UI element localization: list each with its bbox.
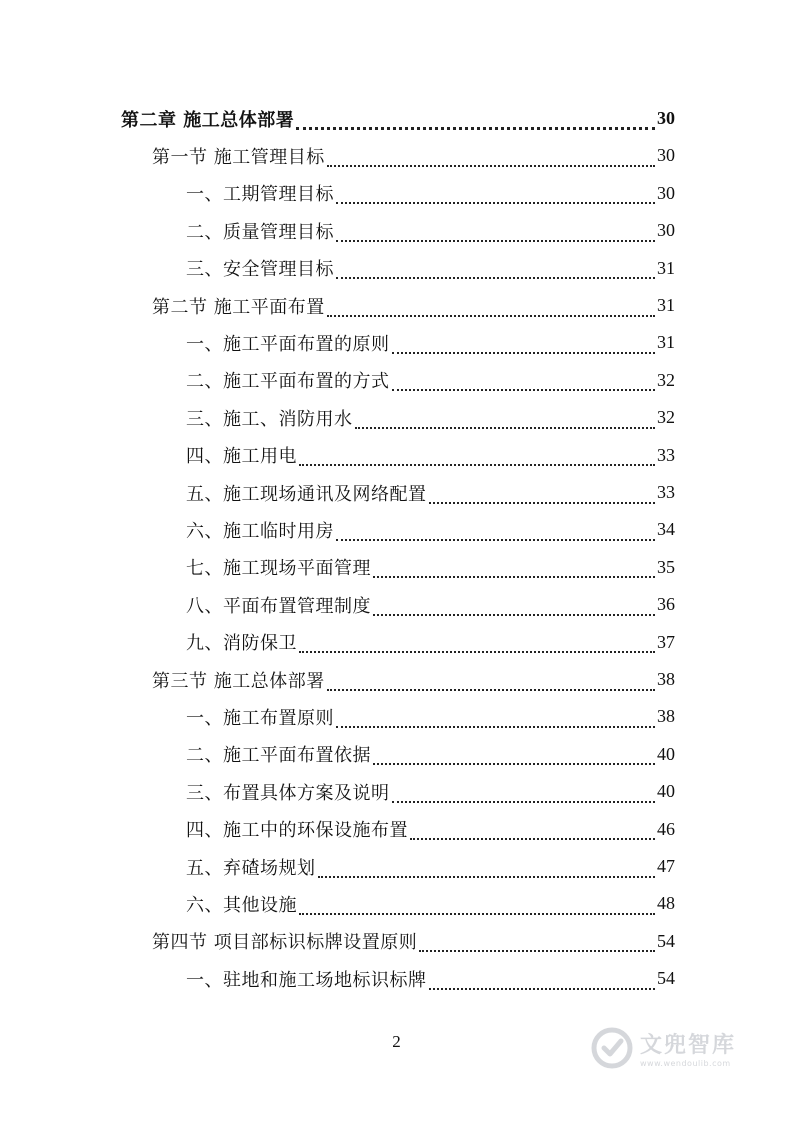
toc-entry-page: 30 <box>657 108 675 128</box>
toc-entry-label: 五、弃碴场规划 <box>186 857 316 879</box>
toc-entry[interactable] <box>186 736 675 773</box>
toc-entry-page: 37 <box>657 631 675 652</box>
toc-entry-label: 一、施工布置原则 <box>186 707 334 729</box>
toc-entry-page: 54 <box>657 930 675 951</box>
toc-entry-page: 35 <box>657 556 675 577</box>
toc-entry[interactable] <box>152 923 675 960</box>
toc-entry-label: 第二章 施工总体部署 <box>121 109 295 131</box>
toc-entry[interactable] <box>186 250 675 287</box>
toc-entry-label: 第一节 施工管理目标 <box>152 146 325 168</box>
toc-entry[interactable] <box>186 811 675 848</box>
toc-entry-label: 一、施工平面布置的原则 <box>186 333 390 355</box>
toc-entry[interactable] <box>186 698 675 735</box>
toc-entry[interactable] <box>186 624 675 661</box>
toc-entry[interactable] <box>186 960 675 997</box>
toc-entry-label: 六、其他设施 <box>186 894 297 916</box>
toc-entry-label: 第三节 施工总体部署 <box>152 670 325 692</box>
toc-leader-dots <box>419 938 655 952</box>
toc-entry[interactable] <box>186 885 675 922</box>
toc-entry-page: 40 <box>657 781 675 802</box>
toc-entry[interactable] <box>186 848 675 885</box>
toc-entry[interactable] <box>186 362 675 399</box>
toc-leader-dots <box>299 639 655 653</box>
toc-entry-label: 七、施工现场平面管理 <box>186 558 371 580</box>
toc-entry[interactable] <box>186 324 675 361</box>
toc-entry-page: 40 <box>657 743 675 764</box>
toc-entry-page: 48 <box>657 893 675 914</box>
toc-leader-dots <box>336 190 655 204</box>
toc-leader-dots <box>392 789 656 803</box>
toc-entry[interactable] <box>186 212 675 249</box>
toc-entry-label: 九、消防保卫 <box>186 633 297 655</box>
toc-leader-dots <box>373 602 655 616</box>
toc-leader-dots <box>299 901 655 915</box>
toc-entry-page: 38 <box>657 669 675 689</box>
toc-leader-dots <box>355 415 656 429</box>
toc-entry-page: 36 <box>657 594 675 615</box>
toc-leader-dots <box>410 826 655 840</box>
toc-entry-page: 31 <box>657 295 675 315</box>
toc-entry[interactable] <box>152 287 675 324</box>
toc-entry-label: 一、工期管理目标 <box>186 184 334 206</box>
toc-leader-dots <box>299 452 655 466</box>
toc-entry-page: 31 <box>657 257 675 278</box>
toc-entry-label: 第二节 施工平面布置 <box>152 296 325 318</box>
toc-entry-page: 33 <box>657 482 675 502</box>
toc-entry-label: 二、施工平面布置的方式 <box>186 371 390 393</box>
toc-entry-label: 二、质量管理目标 <box>186 221 334 243</box>
toc-leader-dots <box>336 527 655 541</box>
toc-entry[interactable] <box>152 661 675 698</box>
toc-entry[interactable] <box>186 586 675 623</box>
toc-entry-page: 34 <box>657 519 675 540</box>
toc-entry[interactable] <box>186 474 675 511</box>
toc-leader-dots <box>327 677 655 691</box>
toc-entry-page: 30 <box>657 220 675 241</box>
toc-entry[interactable] <box>186 437 675 474</box>
toc-leader-dots <box>318 864 656 878</box>
toc-entry-label: 五、施工现场通讯及网络配置 <box>186 483 427 505</box>
toc-entry-label: 第四节 项目部标识标牌设置原则 <box>152 932 418 954</box>
toc-leader-dots <box>327 303 655 317</box>
toc-entry-page: 47 <box>657 856 675 876</box>
toc-leader-dots <box>336 265 655 279</box>
toc-entry-label: 一、驻地和施工场地标识标牌 <box>186 969 427 991</box>
toc-entry-label: 三、布置具体方案及说明 <box>186 782 390 804</box>
toc-leader-dots <box>429 976 656 990</box>
toc-entry-page: 46 <box>657 818 675 839</box>
toc-leader-dots <box>373 751 655 765</box>
toc-entry[interactable] <box>186 773 675 810</box>
toc-entry-page: 30 <box>657 145 675 166</box>
toc-entry-label: 三、安全管理目标 <box>186 259 334 281</box>
toc-leader-dots <box>336 714 655 728</box>
toc-leader-dots <box>296 116 655 130</box>
toc-leader-dots <box>336 228 655 242</box>
watermark-url: www.wendoulib.com <box>640 1059 731 1068</box>
toc-entry-page: 32 <box>657 407 675 428</box>
toc-entry-page: 30 <box>657 182 675 203</box>
page-number: 2 <box>392 1032 401 1051</box>
watermark <box>590 1018 760 1078</box>
toc-entry-label: 二、施工平面布置依据 <box>186 745 371 767</box>
toc-entry[interactable] <box>186 175 675 212</box>
toc-leader-dots <box>392 340 656 354</box>
toc-leader-dots <box>373 564 655 578</box>
toc-entry-label: 六、施工临时用房 <box>186 520 334 542</box>
toc-leader-dots <box>429 490 656 504</box>
toc-entry[interactable] <box>121 100 675 137</box>
toc-entry-page: 38 <box>657 706 675 727</box>
watermark-text <box>640 1028 736 1068</box>
toc-leader-dots <box>327 153 655 167</box>
toc-entry[interactable] <box>186 511 675 548</box>
toc-entry-label: 三、施工、消防用水 <box>186 408 353 430</box>
toc-entry[interactable] <box>186 549 675 586</box>
toc-entry-page: 32 <box>657 369 675 390</box>
watermark-title: 文兜智库 <box>640 1033 737 1058</box>
toc-entry-label: 四、施工用电 <box>186 446 297 468</box>
toc-entry-page: 31 <box>657 332 675 353</box>
toc-entry-page: 33 <box>657 444 675 465</box>
toc-entry[interactable] <box>186 399 675 436</box>
toc-entry[interactable] <box>152 137 675 174</box>
toc-leader-dots <box>392 377 656 391</box>
toc-entry-label: 四、施工中的环保设施布置 <box>186 820 408 842</box>
toc-entry-page: 54 <box>657 968 675 989</box>
toc-entry-label: 八、平面布置管理制度 <box>186 595 371 617</box>
watermark-logo-icon <box>590 1026 634 1070</box>
